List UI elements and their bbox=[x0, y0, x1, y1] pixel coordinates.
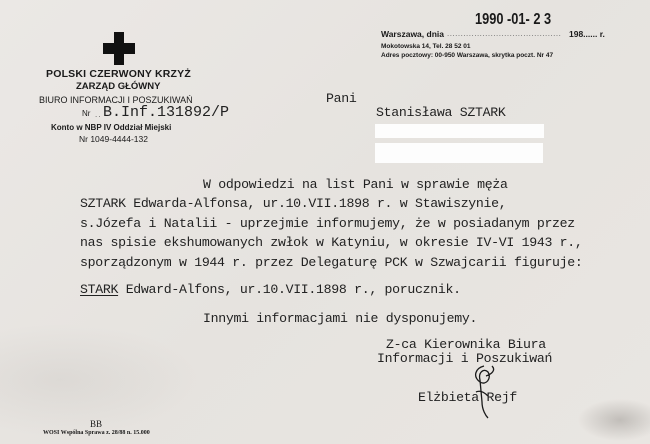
bank-account-number: Nr 1049-4444-132 bbox=[79, 134, 148, 144]
body-line-4: nas spisie ekshumowanych zwłok w Katyniu, w okresie IV-VI 1943 r., bbox=[80, 235, 583, 250]
list-entry bbox=[80, 282, 461, 297]
street-address: Mokotowska 14, Tel. 28 52 01 bbox=[381, 43, 471, 50]
org-department: BIURO INFORMACJI I POSZUKIWAŃ bbox=[39, 95, 193, 105]
red-cross-icon bbox=[103, 32, 135, 65]
redacted-address-line-2 bbox=[375, 143, 543, 163]
reference-number: B.Inf.131892/P bbox=[103, 104, 230, 121]
org-name: POLSKI CZERWONY KRZYŻ bbox=[46, 68, 191, 80]
typist-initials: BB bbox=[90, 419, 103, 429]
body-line-2: SZTARK Edwarda-Alfonsa, ur.10.VII.1898 r. w Stawiszynie, bbox=[80, 196, 507, 211]
reference-dots: .. bbox=[95, 110, 102, 119]
date-dots: .......................................... bbox=[447, 29, 562, 38]
stamped-date: 1990 -01- 2 3 bbox=[475, 11, 552, 28]
body-line-1: W odpowiedzi na list Pani w sprawie męża bbox=[203, 177, 508, 192]
signatory-title-2: Informacji i Poszukiwań bbox=[377, 351, 553, 366]
reference-label: Nr bbox=[82, 109, 91, 118]
postal-address: Adres pocztowy: 00-950 Warszawa, skrytka poczt. Nr 47 bbox=[381, 52, 554, 59]
recipient-salutation: Pani bbox=[326, 91, 357, 106]
entry-surname: STARK bbox=[80, 282, 119, 297]
bank-account-label: Konto w NBP IV Oddział Miejski bbox=[51, 123, 172, 132]
signatory-title-1: Z-ca Kierownika Biura bbox=[386, 337, 546, 352]
closing-line: Innymi informacjami nie dysponujemy. bbox=[203, 311, 478, 326]
redacted-address-line-1 bbox=[375, 124, 544, 138]
city-date-label: Warszawa, dnia bbox=[381, 29, 444, 39]
org-subtitle: ZARZĄD GŁÓWNY bbox=[76, 81, 161, 92]
body-line-5: sporządzonym w 1944 r. przez Delegaturę PCK w Szwajcarii figuruje: bbox=[80, 255, 583, 270]
entry-details: Edward-Alfons, ur.10.VII.1898 r., porucznik. bbox=[118, 282, 461, 297]
printer-imprint: WOSI Wspólna Sprawa z. 28/88 n. 15.000 bbox=[43, 430, 150, 436]
recipient-name: Stanisława SZTARK bbox=[376, 105, 506, 120]
year-placeholder: 198...... r. bbox=[569, 29, 605, 39]
signatory-name: Elżbieta Rejf bbox=[418, 390, 517, 405]
body-line-3: s.Józefa i Natalii - uprzejmie informujemy, że w posiadanym przez bbox=[80, 216, 575, 231]
